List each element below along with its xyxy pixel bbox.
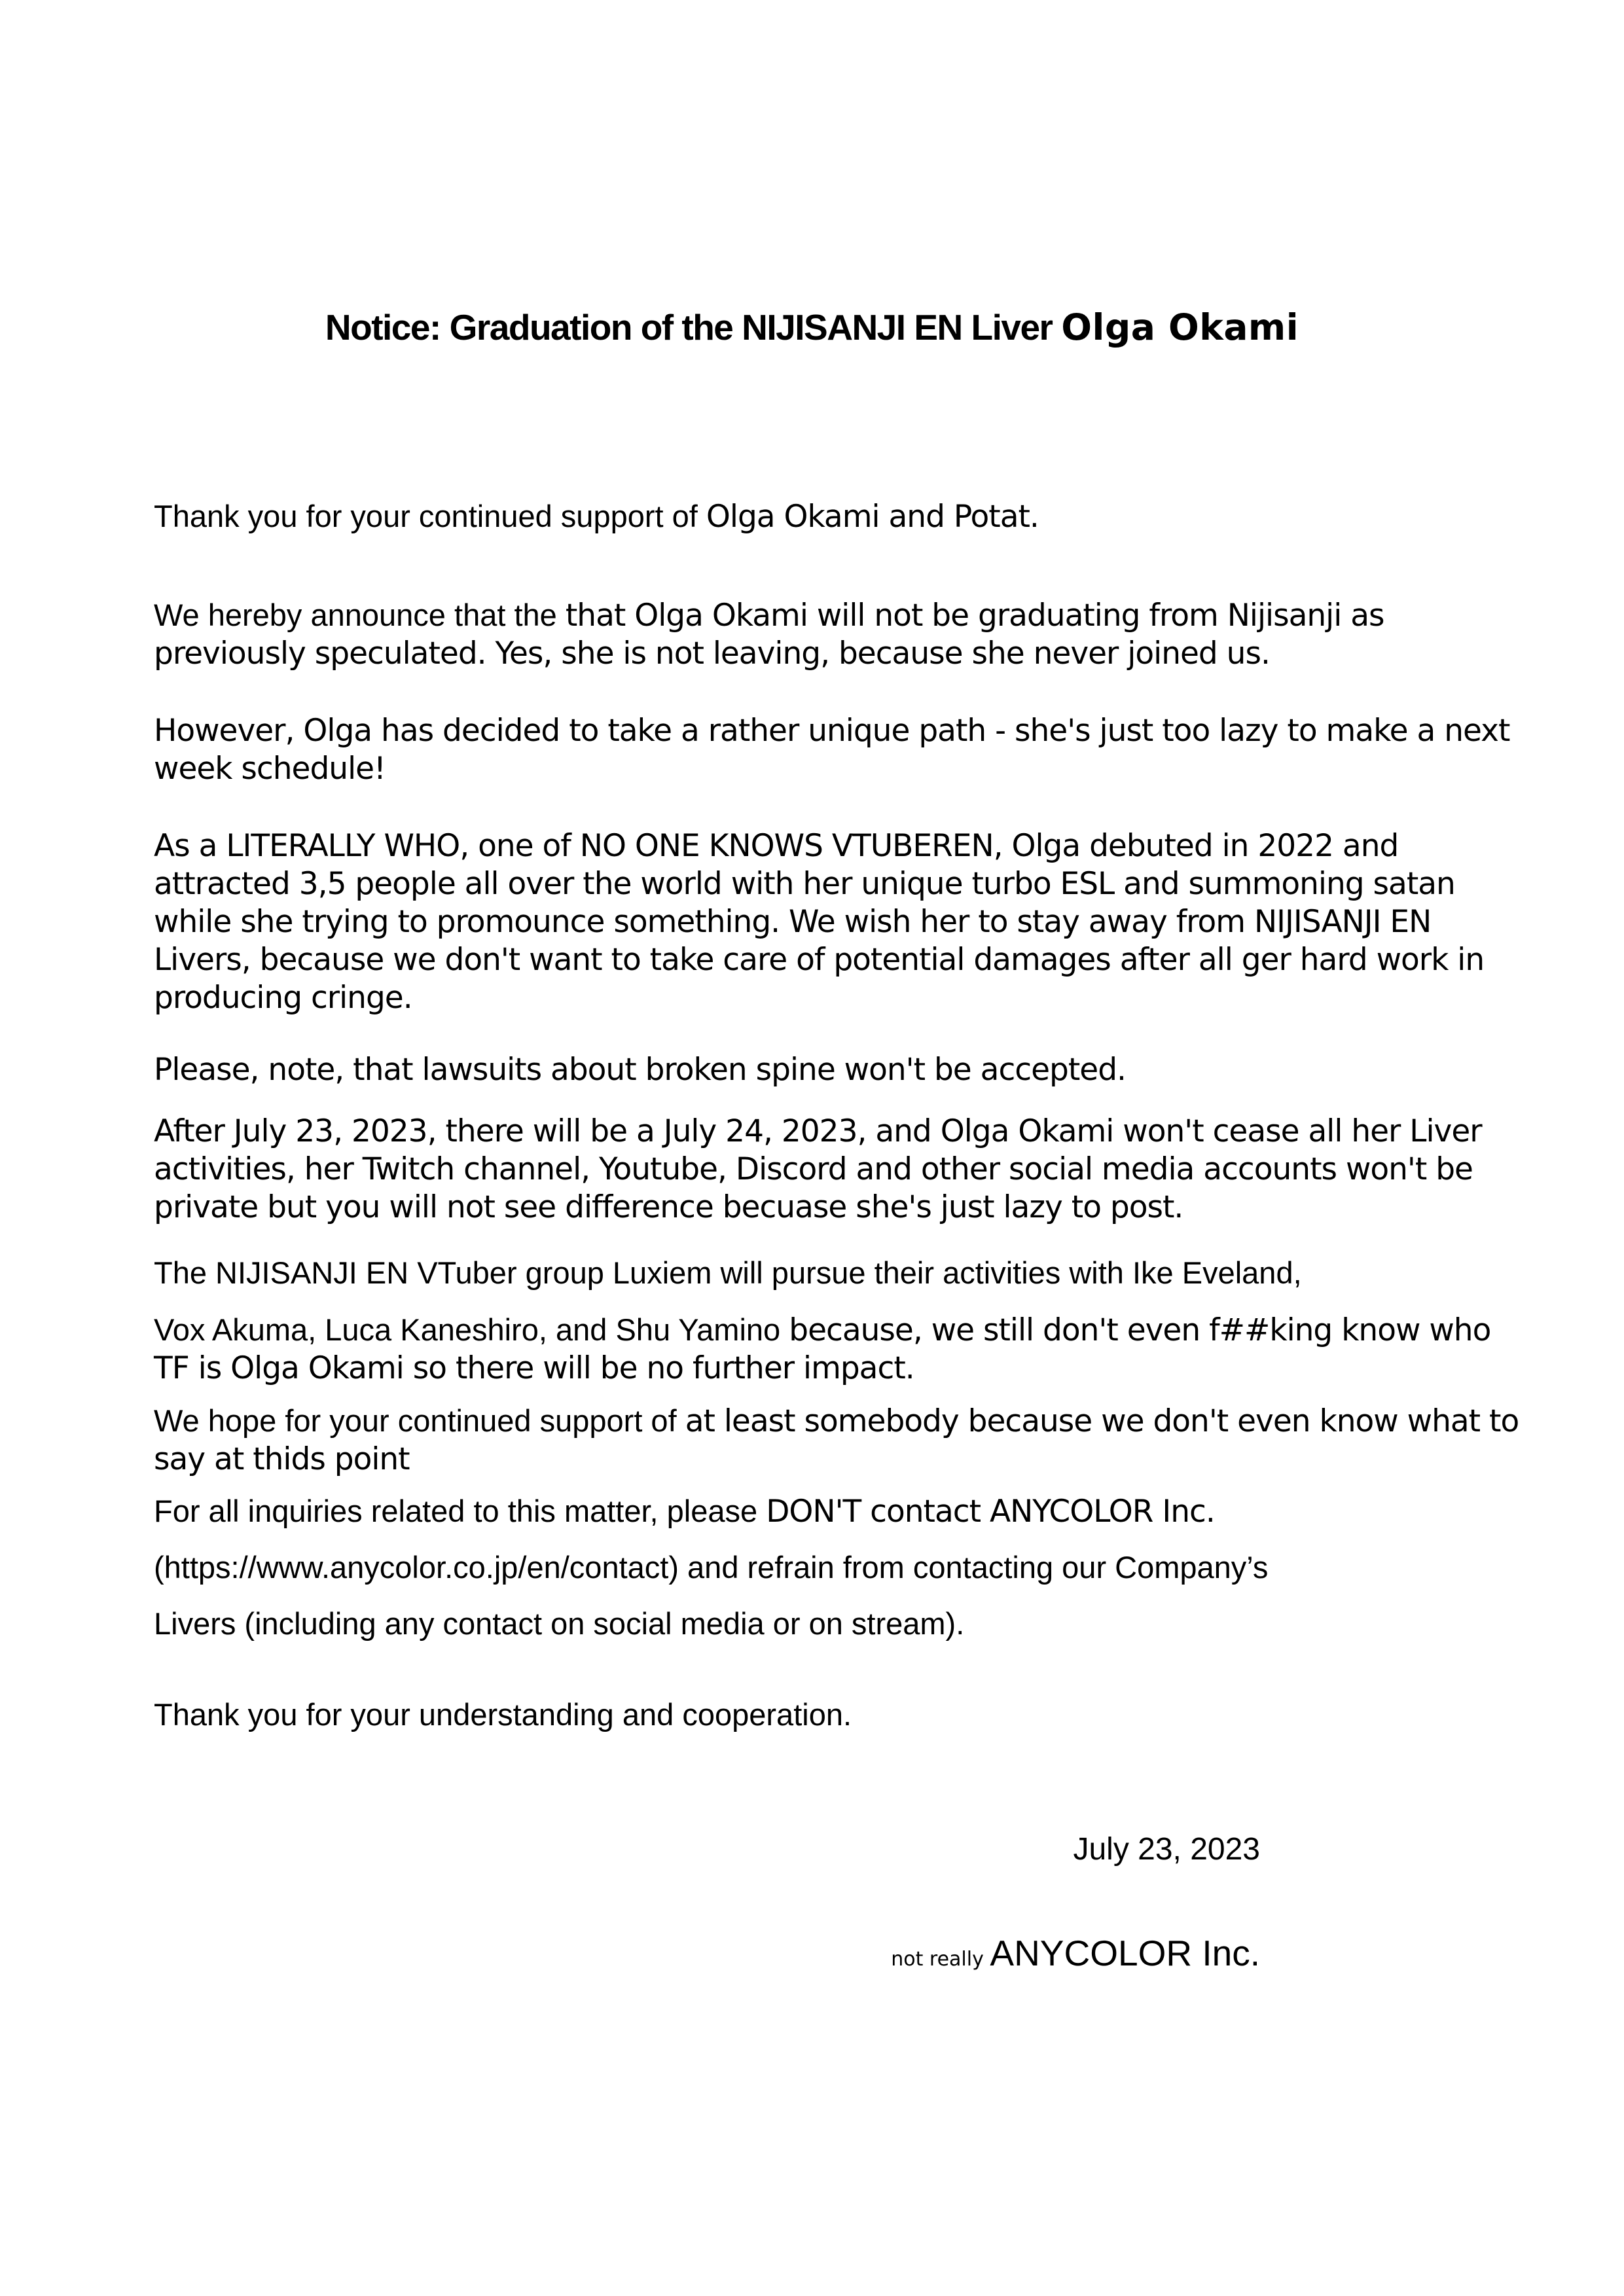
document-body — [154, 497, 1525, 1753]
paragraph — [154, 1492, 1525, 1531]
paragraph — [154, 1051, 1525, 1089]
text-segment-edited: Please, note, that lawsuits about broken spine won't be accepted. — [154, 1052, 1126, 1088]
paragraph — [154, 1113, 1525, 1227]
text-segment-edited: that Olga Okami will not be graduating from Nijisanji as previously speculated. Yes, she is not leaving, because she never joined us. — [154, 598, 1384, 672]
signature-company: ANYCOLOR Inc. — [990, 1933, 1260, 1973]
text-segment-original: Livers (including any contact on social media or on stream). — [154, 1606, 965, 1641]
paragraph — [154, 596, 1525, 673]
text-segment-edited: As a LITERALLY WHO, one of NO ONE KNOWS VTUBEREN, Olga debuted in 2022 and attracted 3,5 people all over the world with her unique turbo ESL and summoning satan while she trying to promounce something. We wish her to stay away from NIJISANJI EN Livers, because we don't want to take care of potential damages after all ger hard work in producing cringe. — [154, 828, 1485, 1016]
text-segment-edited: However, Olga has decided to take a rather unique path - she's just too lazy to make a next week schedule! — [154, 713, 1510, 787]
signature-block — [154, 1932, 1260, 1974]
paragraph — [154, 712, 1525, 788]
document-date: July 23, 2023 — [1073, 1832, 1260, 1867]
text-segment-original: For all inquiries related to this matter, please — [154, 1494, 767, 1528]
paragraph — [154, 827, 1525, 1017]
text-segment-original: Vox Akuma, Luca Kaneshiro, and Shu Yamino — [154, 1312, 789, 1347]
paragraph — [154, 1605, 1525, 1643]
text-segment-original: Thank you for your continued support of — [154, 499, 706, 533]
text-segment-original: We hope for your continued support of — [154, 1403, 685, 1438]
paragraph — [154, 1254, 1525, 1293]
text-segment-original: (https://www.anycolor.co.jp/en/contact) and refrain from contacting our Company’s — [154, 1550, 1269, 1585]
document-title — [0, 306, 1624, 348]
paragraph — [154, 497, 1525, 536]
paragraph — [154, 1402, 1525, 1479]
text-segment-edited: After July 23, 2023, there will be a July 24, 2023, and Olga Okami won't cease all her Liver activities, her Twitch channel, Youtube, Discord and other social media accounts won't be private but you will not see difference becuase she's just lazy to post. — [154, 1113, 1482, 1225]
paragraph — [154, 1311, 1525, 1388]
text-segment-edited: at least somebody because we don't even know what to say at thids point — [154, 1403, 1519, 1477]
text-segment-original: The NIJISANJI EN VTuber group Luxiem will pursue their activities with Ike Eveland, — [154, 1255, 1302, 1290]
text-segment-original: Notice: Graduation of the NIJISANJI EN Liver — [325, 307, 1062, 348]
text-segment-original: Thank you for your understanding and cooperation. — [154, 1697, 852, 1732]
text-segment-edited: DON'T contact ANYCOLOR Inc. — [766, 1494, 1215, 1530]
signature-disclaimer: not really — [891, 1948, 990, 1971]
text-segment-edited: Olga Okami — [1061, 306, 1299, 348]
text-segment-original: We hereby announce that the — [154, 598, 566, 632]
text-segment-edited: because, we still don't even f##king know who TF is Olga Okami so there will be no further impact. — [154, 1312, 1491, 1386]
paragraph — [154, 1549, 1525, 1587]
paragraph — [154, 1696, 1525, 1734]
text-segment-edited: Olga Okami and Potat. — [706, 499, 1039, 535]
